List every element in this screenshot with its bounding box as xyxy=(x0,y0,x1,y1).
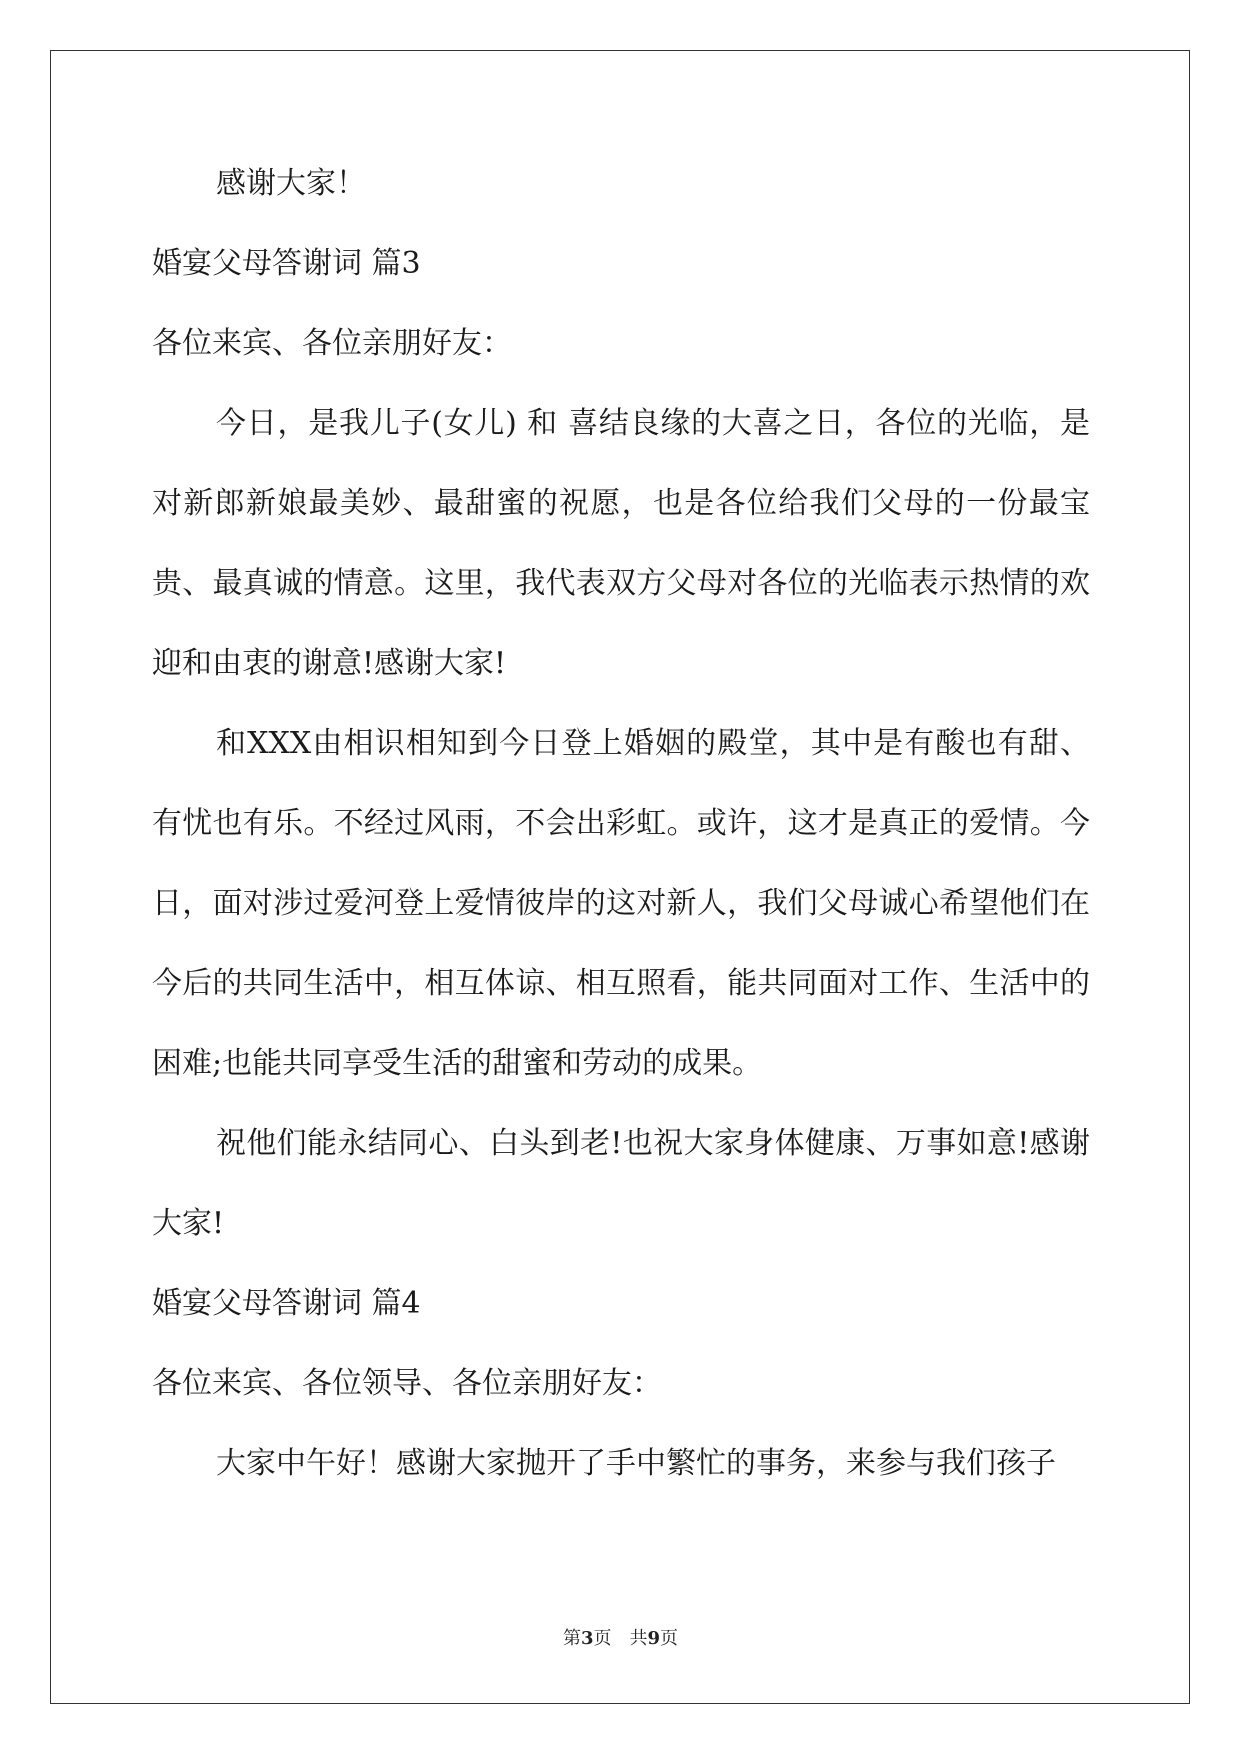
section-heading: 婚宴父母答谢词 篇3 xyxy=(152,246,421,281)
page-footer xyxy=(0,1624,1241,1650)
document-body xyxy=(152,164,1090,1524)
paragraph: 今日，是我儿子(女儿) 和 喜结良缘的大喜之日，各位的光临，是对新郎新娘最美妙、最甜蜜的祝愿，也是各位给我们父母的一份最宝贵、最真诚的情意。这里，我代表双方父母对各位的光临表示热情的欢迎和由衷的谢意!感谢大家! xyxy=(152,406,1090,681)
paragraph: 祝他们能永结同心、白头到老!也祝大家身体健康、万事如意!感谢大家! xyxy=(152,1126,1090,1241)
footer-suffix: 页 xyxy=(660,1628,679,1649)
total-pages-number: 9 xyxy=(647,1628,661,1649)
footer-middle: 页 共 xyxy=(593,1628,648,1649)
current-page-number: 3 xyxy=(580,1628,594,1649)
footer-prefix: 第 xyxy=(562,1628,581,1649)
salutation: 各位来宾、各位领导、各位亲朋好友： xyxy=(152,1366,662,1401)
salutation: 各位来宾、各位亲朋好友： xyxy=(152,326,512,361)
section-heading: 婚宴父母答谢词 篇4 xyxy=(152,1286,421,1321)
paragraph: 感谢大家！ xyxy=(216,166,366,201)
paragraph: 大家中午好！感谢大家抛开了手中繁忙的事务，来参与我们孩子 xyxy=(216,1446,1056,1481)
paragraph: 和XXX由相识相知到今日登上婚姻的殿堂，其中是有酸也有甜、有忧也有乐。不经过风雨，不会出彩虹。或许，这才是真正的爱情。今日，面对涉过爱河登上爱情彼岸的这对新人，我们父母诚心希望他们在今后的共同生活中，相互体谅、相互照看，能共同面对工作、生活中的困难;也能共同享受生活的甜蜜和劳动的成果。 xyxy=(152,726,1090,1081)
